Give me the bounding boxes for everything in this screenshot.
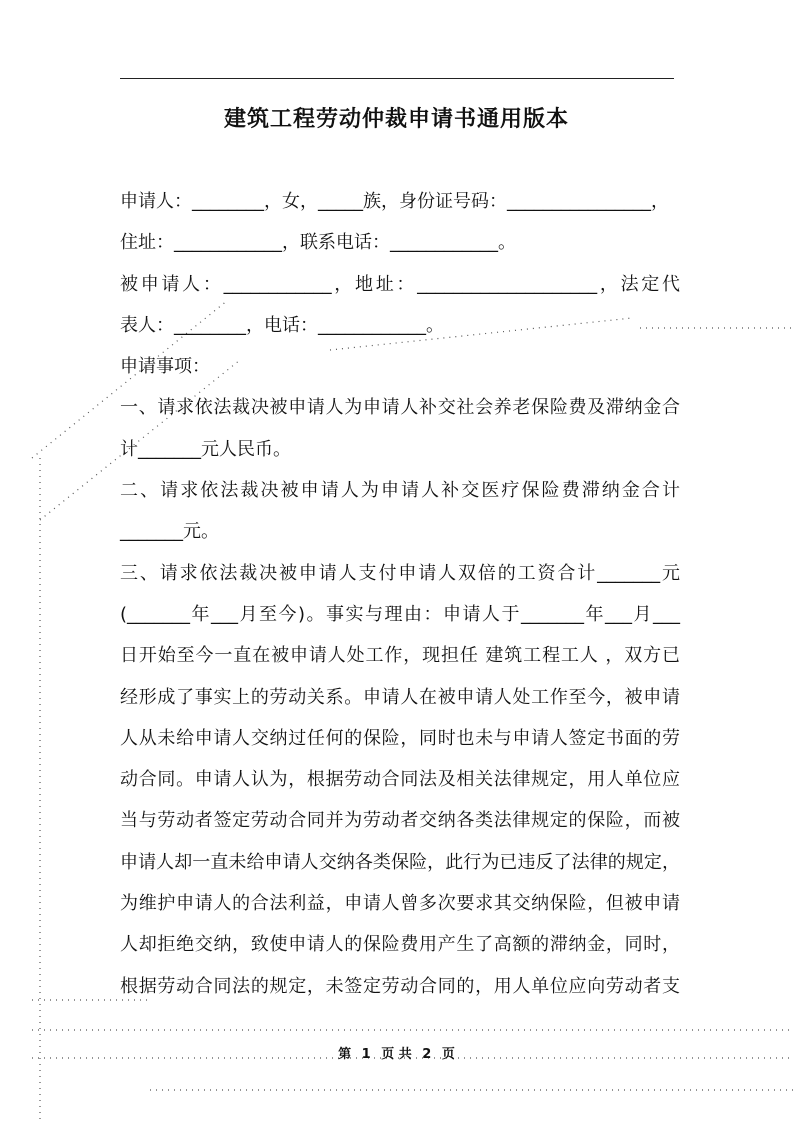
body-line: 根据劳动合同法的规定，未签定劳动合同的，用人单位应向劳动者支 <box>120 975 680 997</box>
page-footer <box>0 1043 793 1062</box>
body-line: 申请人却一直未给申请人交纳各类保险，此行为已违反了法律的规定， <box>120 851 680 873</box>
body-line: 被申请人：____________，地址：____________________，法定代 <box>120 273 680 295</box>
body-line: 人从未给申请人交纳过任何的保险，同时也未与申请人签定书面的劳 <box>120 727 680 749</box>
body-line: 一、请求依法裁决被申请人为申请人补交社会养老保险费及滞纳金合 <box>120 397 680 419</box>
body-line: 计_______元人民币。 <box>120 438 291 460</box>
document-body <box>120 181 680 1007</box>
body-line: 当与劳动者签定劳动合同并为劳动者交纳各类法律规定的保险，而被 <box>120 810 680 832</box>
footer-page-number: 1 <box>361 1047 371 1062</box>
body-line: 动合同。申请人认为，根据劳动合同法及相关法律规定，用人单位应 <box>120 769 680 791</box>
footer-page-total: 2 <box>422 1047 432 1062</box>
footer-prefix: 第 <box>338 1047 352 1062</box>
footer-middle: 页 共 <box>381 1047 412 1062</box>
body-line: 二、请求依法裁决被申请人为申请人补交医疗保险费滞纳金合计 <box>120 480 680 502</box>
body-line: _______元。 <box>120 521 219 543</box>
body-line: 人却拒绝交纳，致使申请人的保险费用产生了高额的滞纳金，同时， <box>120 934 680 956</box>
body-line: 住址：____________，联系电话：____________。 <box>120 232 516 254</box>
document-title: 建筑工程劳动仲裁申请书通用版本 <box>223 107 569 132</box>
body-line: 为维护申请人的合法利益，申请人曾多次要求其交纳保险，但被申请 <box>120 893 680 915</box>
body-line: 申请事项： <box>120 356 210 378</box>
footer-suffix: 页 <box>441 1047 455 1062</box>
body-line: 表人：________，电话：____________。 <box>120 314 444 336</box>
header-rule <box>120 78 674 79</box>
body-line: 三、请求依法裁决被申请人支付申请人双倍的工资合计_______元 <box>120 562 680 584</box>
body-line: 申请人：________，女，_____族，身份证号码：________________， <box>120 191 669 212</box>
body-line: 经形成了事实上的劳动关系。申请人在被申请人处工作至今，被申请 <box>120 686 680 708</box>
body-line: 日开始至今一直在被申请人处工作，现担任 建筑工程工人 ，双方已 <box>120 645 680 667</box>
body-line: (_______年___月至今)。事实与理由：申请人于_______年___月___ <box>120 603 680 625</box>
